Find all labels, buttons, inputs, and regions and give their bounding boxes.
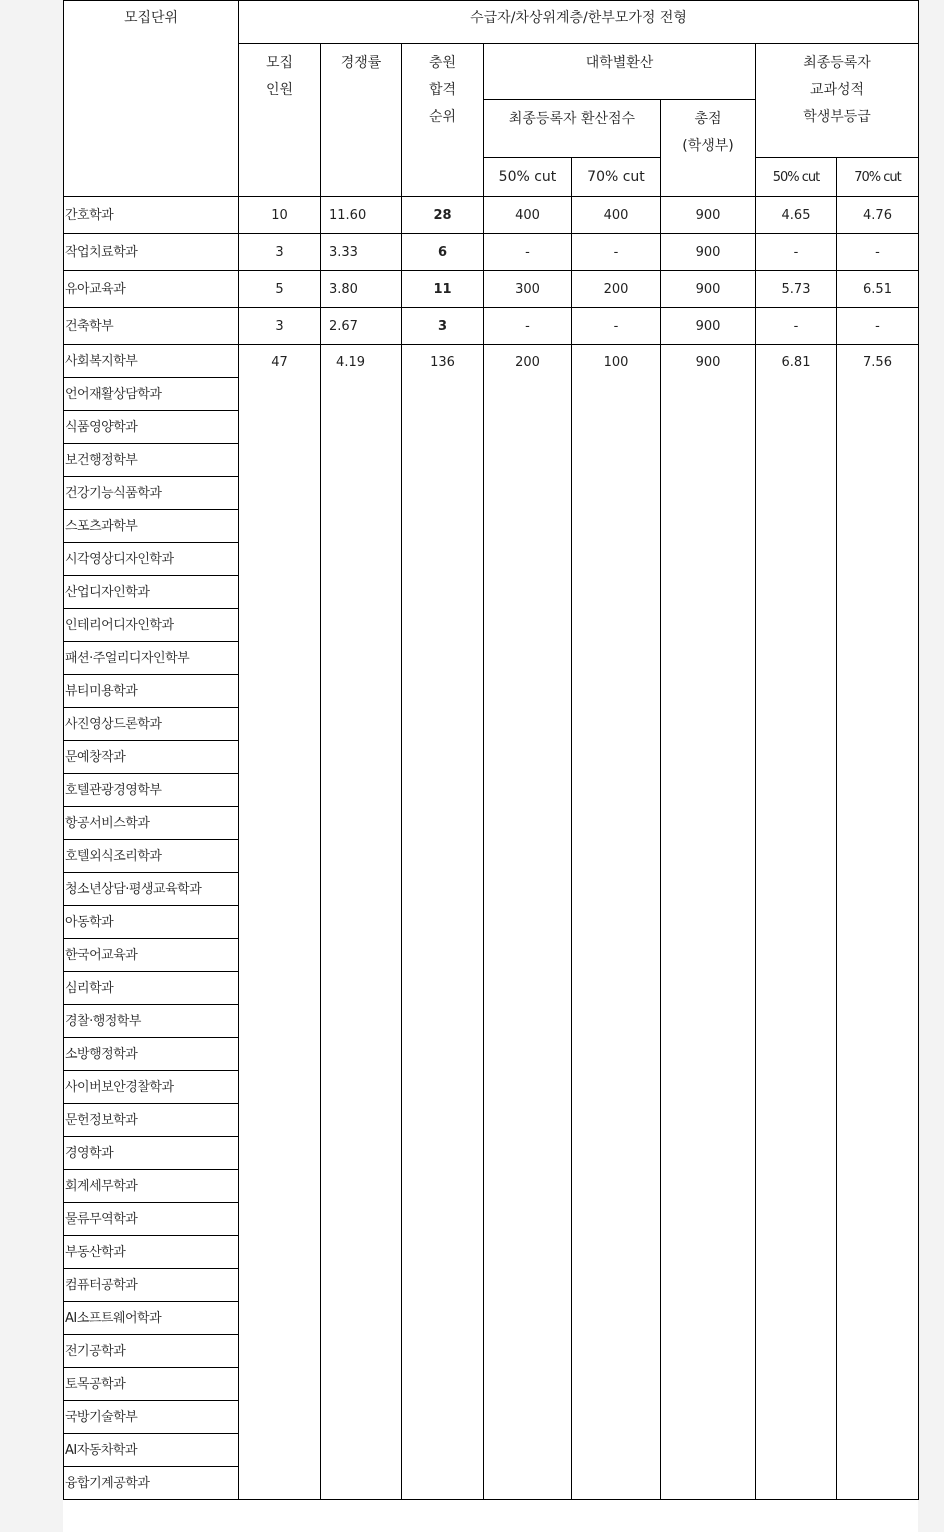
unit-name: 심리학과 <box>64 972 239 1005</box>
header-unit: 모집단위 <box>64 1 239 197</box>
grade-cut70: 4.76 <box>837 197 919 234</box>
unit-name: AI자동차학과 <box>64 1434 239 1467</box>
header-recruit: 모집 인원 <box>239 44 321 197</box>
competition-rate: 11.60 <box>321 197 402 234</box>
unit-name: 스포츠과학부 <box>64 510 239 543</box>
unit-name: 항공서비스학과 <box>64 807 239 840</box>
unit-name: 물류무역학과 <box>64 1203 239 1236</box>
competition-rate: 3.33 <box>321 234 402 271</box>
unit-name: AI소프트웨어학과 <box>64 1302 239 1335</box>
admission-results-table <box>63 0 919 1500</box>
fill-rank: 11 <box>402 271 484 308</box>
fill-rank: 28 <box>402 197 484 234</box>
conv-cut50: 300 <box>484 271 572 308</box>
table-row <box>64 271 919 308</box>
unit-name: 식품영양학과 <box>64 411 239 444</box>
group-grade-cut70: 7.56 <box>837 345 919 1500</box>
conv-cut70: 400 <box>572 197 661 234</box>
unit-name: 문헌정보학과 <box>64 1104 239 1137</box>
group-recruit-count: 47 <box>239 345 321 1500</box>
conv-cut70: 200 <box>572 271 661 308</box>
unit-name: 아동학과 <box>64 906 239 939</box>
unit-name: 경영학과 <box>64 1137 239 1170</box>
recruit-count: 3 <box>239 308 321 345</box>
table-row <box>64 345 919 378</box>
unit-name: 언어재활상담학과 <box>64 378 239 411</box>
unit-name: 유아교육과 <box>64 271 239 308</box>
header-total: 총점 (학생부) <box>661 100 756 197</box>
total-score: 900 <box>661 234 756 271</box>
group-conv-cut50: 200 <box>484 345 572 1500</box>
unit-name: 패션·주얼리디자인학부 <box>64 642 239 675</box>
header-final-conversion: 최종등록자 환산점수 <box>484 100 661 158</box>
grade-cut70: - <box>837 308 919 345</box>
unit-name: 컴퓨터공학과 <box>64 1269 239 1302</box>
header-rank: 충원 합격 순위 <box>402 44 484 197</box>
conv-cut70: - <box>572 308 661 345</box>
unit-name: 간호학과 <box>64 197 239 234</box>
unit-name: 회계세무학과 <box>64 1170 239 1203</box>
unit-name: 융합기계공학과 <box>64 1467 239 1500</box>
group-grade-cut50: 6.81 <box>756 345 837 1500</box>
table-row <box>64 308 919 345</box>
conv-cut70: - <box>572 234 661 271</box>
header-grade-cut50: 50% cut <box>756 158 837 197</box>
conv-cut50: - <box>484 234 572 271</box>
header-group-title: 수급자/차상위계층/한부모가정 전형 <box>239 1 919 44</box>
conv-cut50: 400 <box>484 197 572 234</box>
unit-name: 전기공학과 <box>64 1335 239 1368</box>
unit-name: 사회복지학부 <box>64 345 239 378</box>
fill-rank: 6 <box>402 234 484 271</box>
unit-name: 토목공학과 <box>64 1368 239 1401</box>
group-conv-cut70: 100 <box>572 345 661 1500</box>
competition-rate: 3.80 <box>321 271 402 308</box>
header-conv-cut70: 70% cut <box>572 158 661 197</box>
unit-name: 보건행정학부 <box>64 444 239 477</box>
header-conv-cut50: 50% cut <box>484 158 572 197</box>
unit-name: 부동산학과 <box>64 1236 239 1269</box>
unit-name: 산업디자인학과 <box>64 576 239 609</box>
fill-rank: 3 <box>402 308 484 345</box>
grade-cut70: - <box>837 234 919 271</box>
recruit-count: 10 <box>239 197 321 234</box>
grade-cut50: 5.73 <box>756 271 837 308</box>
header-final-grade: 최종등록자 교과성적 학생부등급 <box>756 44 919 158</box>
competition-rate: 2.67 <box>321 308 402 345</box>
document-page <box>63 0 918 1532</box>
unit-name: 사이버보안경찰학과 <box>64 1071 239 1104</box>
grade-cut50: 4.65 <box>756 197 837 234</box>
unit-name: 건강기능식품학과 <box>64 477 239 510</box>
recruit-count: 5 <box>239 271 321 308</box>
unit-name: 한국어교육과 <box>64 939 239 972</box>
conv-cut50: - <box>484 308 572 345</box>
grade-cut70: 6.51 <box>837 271 919 308</box>
total-score: 900 <box>661 271 756 308</box>
combined-group-body <box>64 345 919 1500</box>
group-total-score: 900 <box>661 345 756 1500</box>
table-row <box>64 234 919 271</box>
unit-name: 소방행정학과 <box>64 1038 239 1071</box>
header-univ-conversion: 대학별환산 <box>484 44 756 100</box>
table-row <box>64 197 919 234</box>
recruit-count: 3 <box>239 234 321 271</box>
unit-name: 국방기술학부 <box>64 1401 239 1434</box>
header-competition: 경쟁률 <box>321 44 402 197</box>
unit-name: 청소년상담·평생교육학과 <box>64 873 239 906</box>
header-grade-cut70: 70% cut <box>837 158 919 197</box>
total-score: 900 <box>661 197 756 234</box>
grade-cut50: - <box>756 234 837 271</box>
total-score: 900 <box>661 308 756 345</box>
unit-name: 호텔외식조리학과 <box>64 840 239 873</box>
unit-name: 사진영상드론학과 <box>64 708 239 741</box>
unit-name: 문예창작과 <box>64 741 239 774</box>
unit-name: 건축학부 <box>64 308 239 345</box>
unit-name: 인테리어디자인학과 <box>64 609 239 642</box>
unit-name: 작업치료학과 <box>64 234 239 271</box>
unit-name: 경찰·행정학부 <box>64 1005 239 1038</box>
unit-name: 뷰티미용학과 <box>64 675 239 708</box>
grade-cut50: - <box>756 308 837 345</box>
unit-name: 호텔관광경영학부 <box>64 774 239 807</box>
group-fill-rank: 136 <box>402 345 484 1500</box>
unit-name: 시각영상디자인학과 <box>64 543 239 576</box>
group-competition-rate: 4.19 <box>321 345 402 1500</box>
